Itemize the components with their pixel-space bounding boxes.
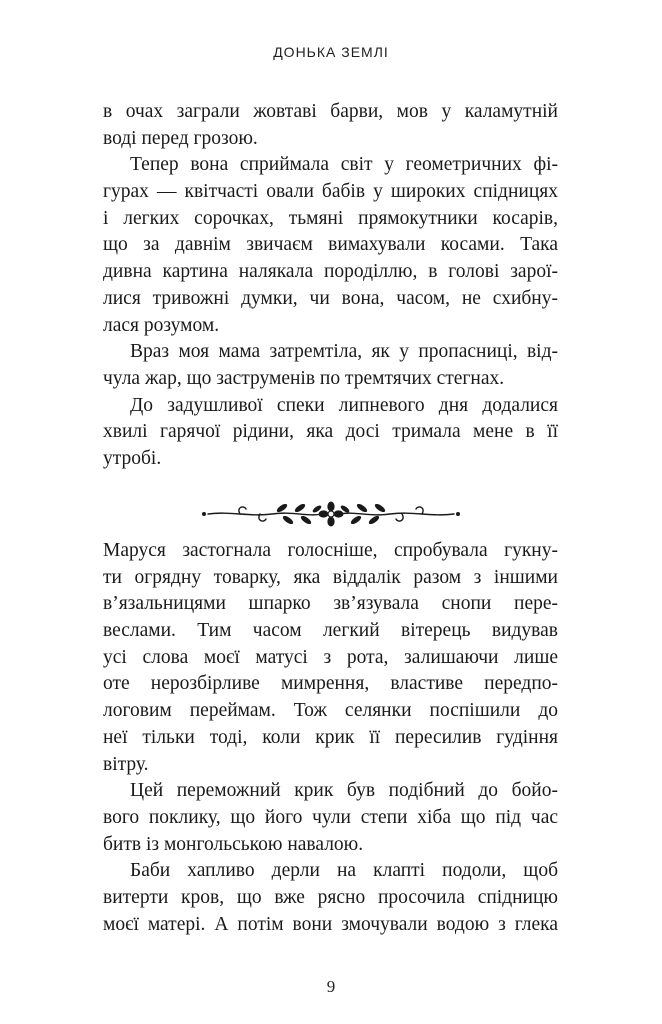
- text-line: Цей переможний крик був подібний до бойо-: [130, 780, 558, 802]
- text-line: усі слова моєї матусі з рота, залишаючи лише: [103, 646, 558, 668]
- text-line: лися тривожні думки, чи вона, часом, не схибну-: [103, 287, 558, 309]
- text-line: моєї матері. А потім вони змочували водою з глека: [103, 913, 558, 935]
- text-line: Баби хапливо дерли на клапті подоли, щоб: [130, 860, 558, 882]
- text-line: битв із монгольською навалою.: [103, 833, 364, 855]
- text-line: Тепер вона сприймала світ у геометричних фі-: [130, 154, 558, 176]
- text-line: вітру.: [103, 753, 149, 775]
- text-line: чула жар, що заструменів по тремтячих стегнах.: [103, 367, 505, 389]
- text-line: логовим переймам. Тож селянки поспішили до: [103, 700, 558, 722]
- running-title: ДОНЬКА ЗЕМЛІ: [273, 44, 389, 60]
- text-line: в очах заграли жовтаві барви, мов у каламутній: [103, 101, 558, 122]
- text-line: Враз моя мама затремтіла, як у пропасниці, від-: [130, 341, 558, 363]
- text-line: гурах — квітчасті овали бабів у широких спідницях: [103, 181, 558, 203]
- text-line: веслами. Тим часом легкий вітерець видував: [103, 620, 558, 642]
- text-line: ти огрядну товарку, яка віддалік разом з іншими: [103, 566, 558, 588]
- text-block-top: [103, 99, 558, 473]
- text-line: оте нерозбірливе мимрення, властиве передпо-: [103, 673, 558, 695]
- text-line: воді перед грозою.: [103, 127, 258, 149]
- text-line: хвилі гарячої рідини, яка досі тримала мене в її: [103, 421, 558, 443]
- text-line: і легких сорочках, тьмяні прямокутники косарів,: [103, 207, 558, 229]
- text-line: Маруся застогнала голосніше, спробувала гукну-: [103, 540, 558, 561]
- text-block-bottom: [103, 538, 558, 938]
- text-line: дивна картина налякала породіллю, в голові зарої-: [103, 261, 558, 283]
- floral-divider-icon: [200, 497, 462, 531]
- text-line: в’язальницями шпарко зв’язувала снопи пере-: [103, 593, 558, 615]
- text-line: витерти кров, що вже рясно просочила спідницю: [103, 886, 558, 908]
- page-number: 9: [326, 977, 336, 996]
- text-line: утробі.: [103, 447, 162, 469]
- text-line: вого поклику, що його чули степи хіба що під час: [103, 806, 558, 828]
- text-line: що за давнім звичаєм вимахували косами. Така: [103, 234, 558, 256]
- text-line: До задушливої спеки липневого дня додалися: [130, 394, 558, 416]
- text-line: неї тільки тоді, коли крик її пересилив гудіння: [103, 726, 558, 748]
- text-line: лася розумом.: [103, 314, 220, 336]
